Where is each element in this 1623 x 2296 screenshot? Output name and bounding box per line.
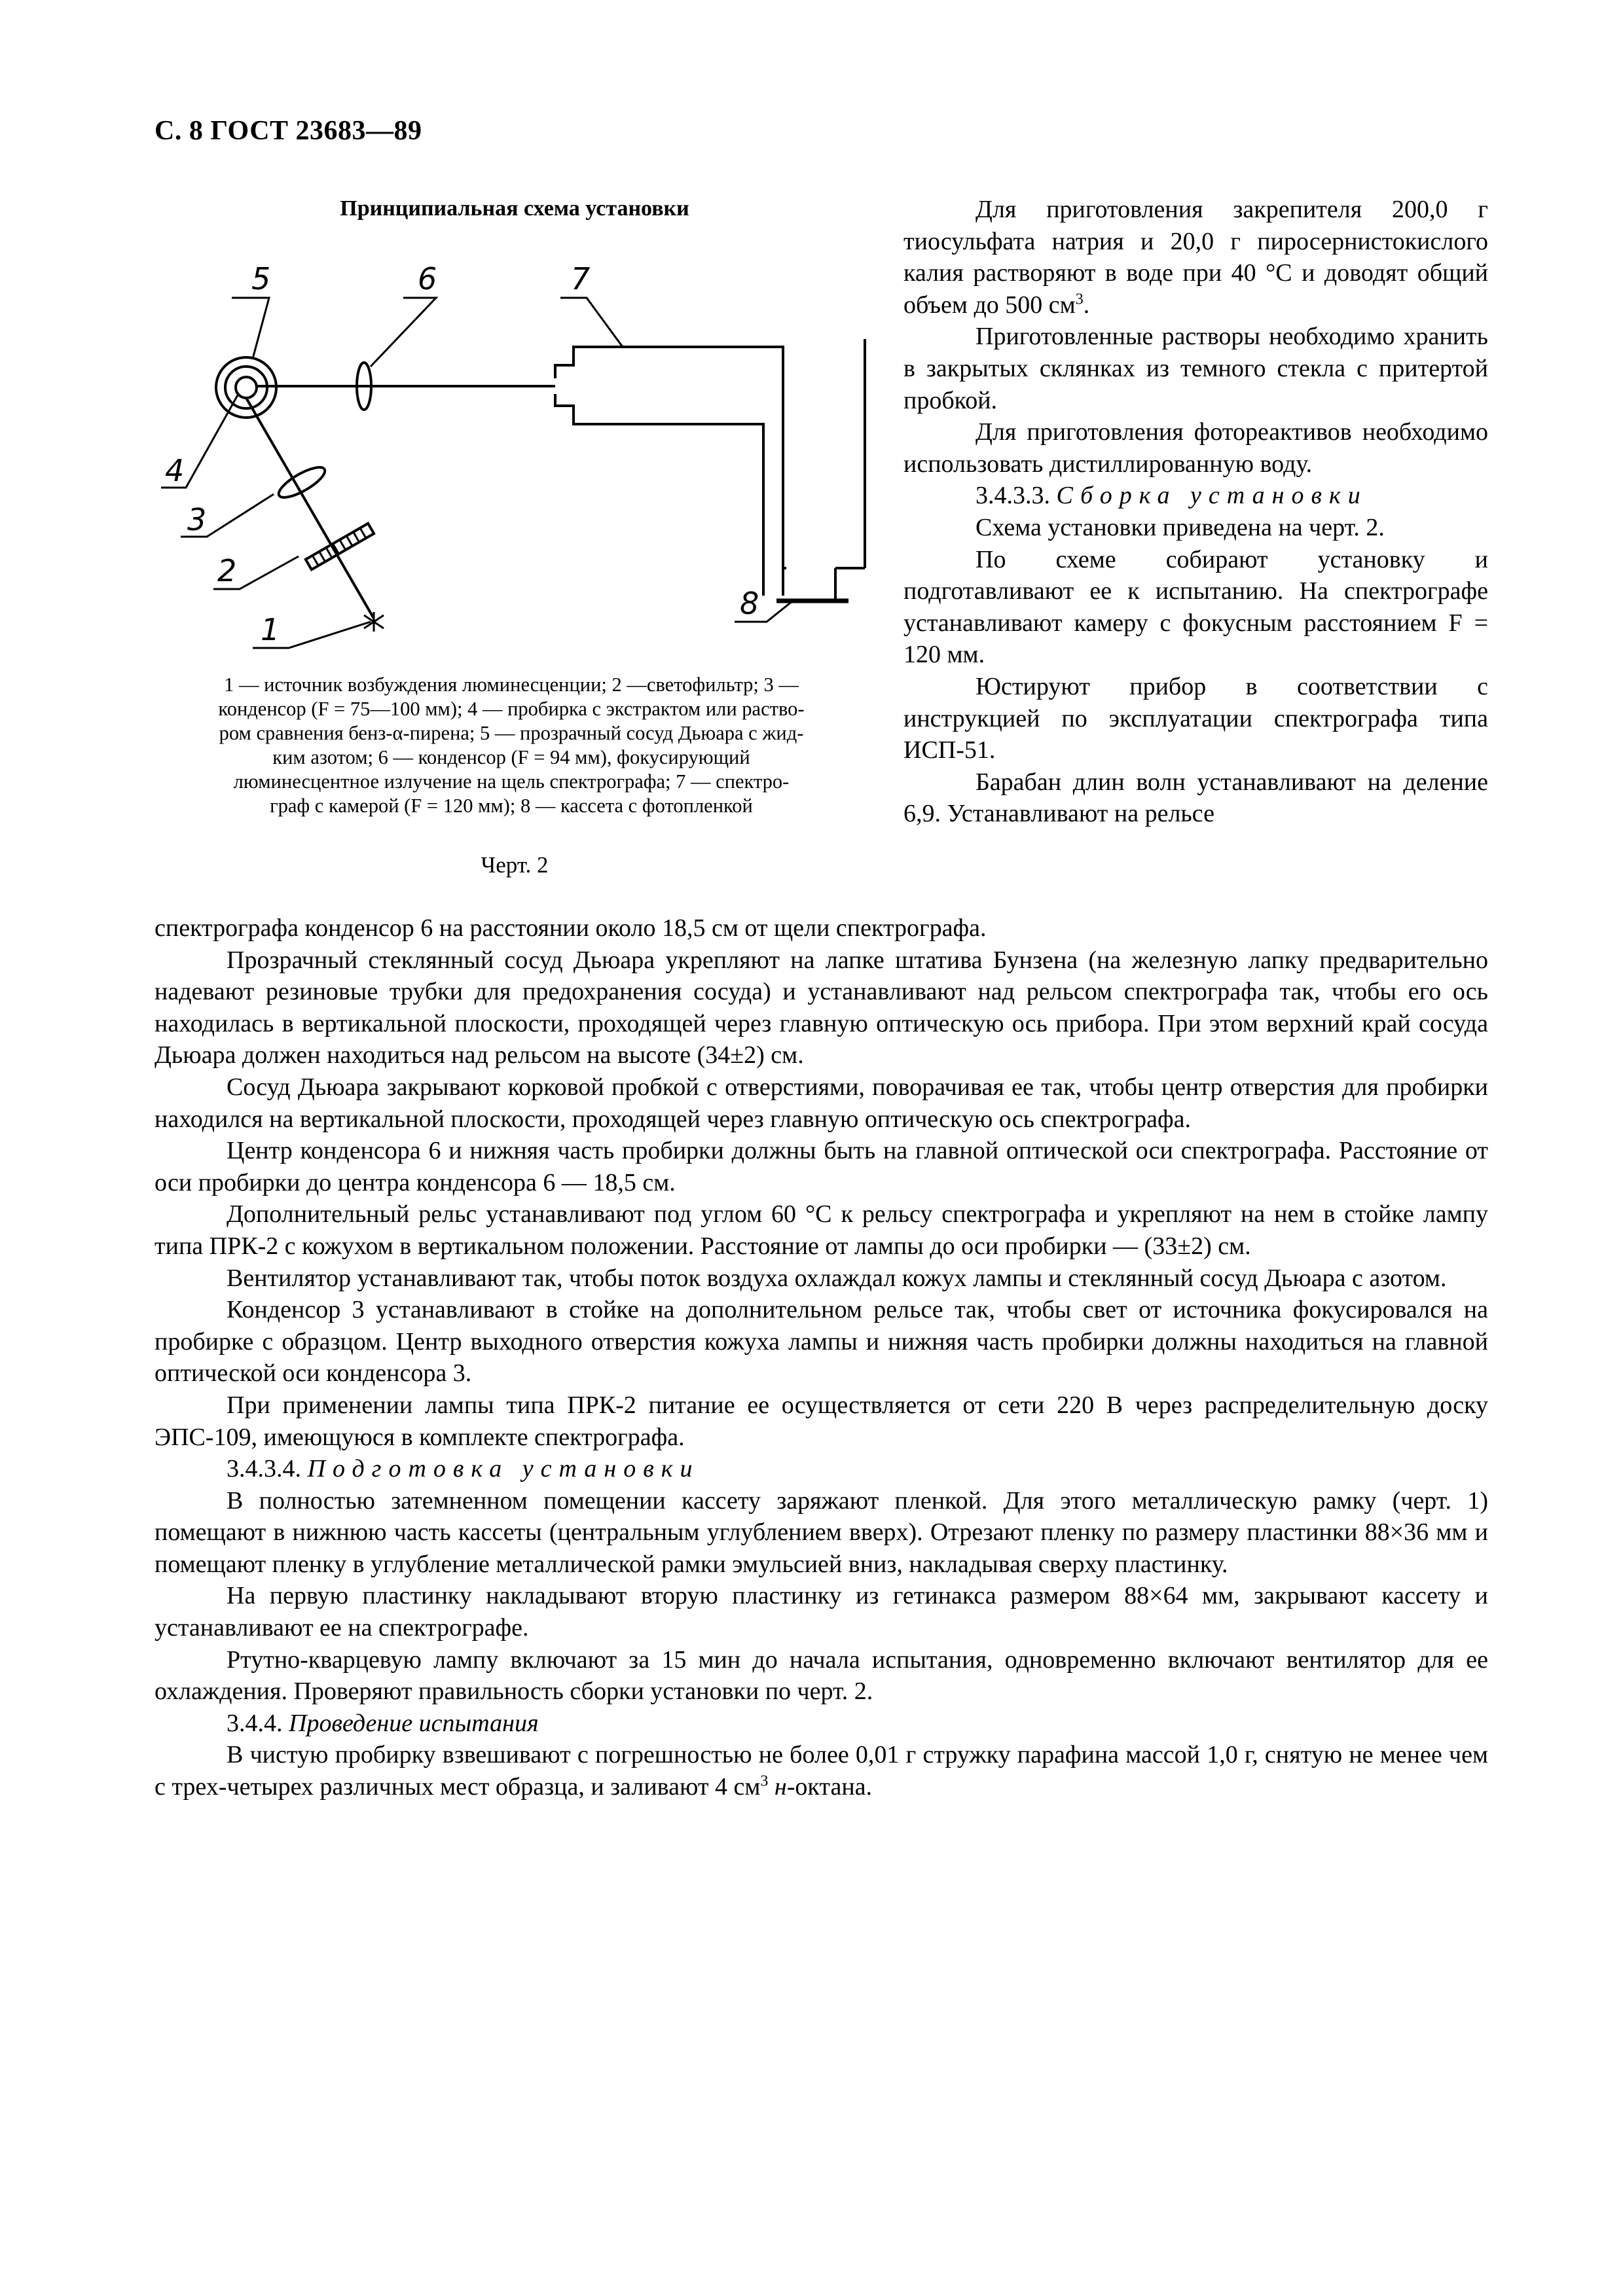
paragraph: Прозрачный стеклянный сосуд Дьюара укрепляют на лапке штатива Бунзена (на железную лапку предварительно надевают резиновые трубки для предохранения сосуда) и устанавливают над рельсом спектрографа так, чтобы его ось находилась в вертикальной плоскости, проходящей через главную оптическую ось прибора. При этом верхний край сосуда Дьюара должен находиться над рельсом на высоте (34±2) см. (155, 946, 1488, 1069)
caption-line: конденсор (F = 75—100 мм); 4 — пробирка с экстрактом или раство- (218, 698, 805, 720)
paragraph: В чистую пробирку взвешивают с погрешностью не более 0,01 г стружку парафина массой 1,0 г, снятую не менее чем с трех-четырех различных мест образца, и заливают 4 $см^3$ н-октана. (155, 1741, 1488, 1801)
caption-line: ким азотом; 6 — конденсор (F = 94 мм), фокусирующий (272, 746, 750, 768)
spectrograph-body-lower (555, 394, 763, 596)
paragraph: Центр конденсора 6 и нижняя часть пробирки должны быть на главной оптической оси спектрографа. Расстояние от оси пробирки до центра конденсора 6 — 18,5 см. (155, 1137, 1488, 1196)
paragraph: При применении лампы типа ПРК-2 питание ее осуществляется от сети 220 В через распределительную доску ЭПС-109, имеющуюся в комплекте спектрографа. (155, 1391, 1488, 1451)
paragraph: Дополнительный рельс устанавливают под углом 60 °С к рельсу спектрографа и укрепляют на нем в стойке лампу типа ПРК-2 с кожухом в вертикальном положении. Расстояние от лампы до оси пробирки — (33±2) см. (155, 1200, 1488, 1260)
paragraph: Для приготовления фотореактивов необходимо использовать дистиллированную воду. (903, 418, 1488, 478)
paragraph: спектрографа конденсор 6 на расстоянии около 18,5 см от щели спектрографа. (155, 914, 987, 942)
secondary-axis (246, 398, 374, 619)
label-8: 8 (740, 586, 759, 621)
caption-line: 1 — источник возбуждения люминесценции; 2 —светофильтр; 3 — (224, 673, 799, 696)
paragraph: Вентилятор устанавливают так, чтобы поток воздуха охлаждал кожух лампы и стеклянный сосуд Дьюара с азотом. (227, 1264, 1447, 1292)
setup-scheme-diagram (155, 242, 901, 674)
label-7: 7 (571, 261, 591, 296)
section-heading: 3.4.3.3. Сборка установки (976, 482, 1368, 510)
label-3: 3 (187, 502, 207, 537)
label-4: 4 (165, 453, 185, 488)
caption-line: люминесцентное излучение на щель спектрографа; 7 — спектро- (233, 770, 790, 793)
page-header: С. 8 ГОСТ 23683—89 (155, 116, 422, 146)
label-1: 1 (261, 612, 280, 647)
label-6: 6 (418, 261, 437, 296)
paragraph: Для приготовления закрепителя 200,0 г тиосульфата натрия и 20,0 г пиросернистокислого калия растворяют в воде при 40 °С и доводят общий объем до 500 $см^3$. (903, 196, 1488, 319)
paragraph: Конденсор 3 устанавливают в стойке на дополнительном рельсе так, чтобы свет от источника фокусировался на пробирке с образцом. Центр выходного отверстия кожуха лампы и нижняя часть пробирки должны находиться на главной оптической оси конденсора 3. (155, 1296, 1488, 1388)
spectrograph-body (555, 347, 783, 596)
section-heading: 3.4.4. Проведение испытания (227, 1709, 539, 1737)
caption-line: ром сравнения бенз-α-пирена; 5 — прозрачный сосуд Дьюара с жид- (219, 722, 804, 744)
main-text (155, 912, 1488, 1803)
paragraph: Ртутно-кварцевую лампу включают за 15 мин до начала испытания, одновременно включают вентилятор для ее охлаждения. Проверяют правильность сборки установки по черт. 2. (155, 1645, 1488, 1706)
paragraph: В полностью затемненном помещении кассету заряжают пленкой. Для этого металлическую рамку (черт. 1) помещают в нижнюю часть кассеты (центральным углублением вверх). Отрезают пленку по размеру пластинки 88×36 мм и помещают пленку в углубление металлической рамки эмульсией вниз, накладывая сверху пластинку. (155, 1486, 1488, 1578)
paragraph: Барабан длин волн устанавливают на деление 6,9. Устанавливают на рельсе (903, 768, 1488, 828)
figure-number: Черт. 2 (481, 852, 549, 878)
paragraph: Сосуд Дьюара закрывают корковой пробкой с отверстиями, поворачивая ее так, чтобы центр отверстия для пробирки находился на вертикальной плоскости, проходящей через главную оптическую ось спектрографа. (155, 1073, 1488, 1133)
section-heading: 3.4.3.4. Подготовка установки (227, 1455, 700, 1483)
caption-line: граф с камерой (F = 120 мм); 8 — кассета с фотопленкой (270, 795, 753, 817)
label-2: 2 (217, 553, 237, 588)
paragraph: Приготовленные растворы необходимо хранить в закрытых склянках из темного стекла с притертой пробкой. (903, 323, 1488, 414)
source-1 (364, 612, 384, 632)
label-5: 5 (251, 261, 271, 296)
figure-title: Принципиальная схема установки (340, 196, 689, 221)
paragraph: На первую пластинку накладывают вторую пластинку из гетинакса размером 88×64 мм, закрывают кассету и устанавливают ее на спектрографе. (155, 1582, 1488, 1642)
right-column-text (903, 194, 1488, 830)
paragraph: Юстируют прибор в соответствии с инструкцией по эксплуатации спектрографа типа ИСП-51. (903, 672, 1488, 764)
figure-caption (155, 673, 868, 818)
paragraph: Схема установки приведена на черт. 2. (976, 513, 1385, 541)
paragraph: По схеме собирают установку и подготавливают ее к испытанию. На спектрографе устанавливают камеру с фокусным расстоянием F = 120 мм. (903, 545, 1488, 669)
